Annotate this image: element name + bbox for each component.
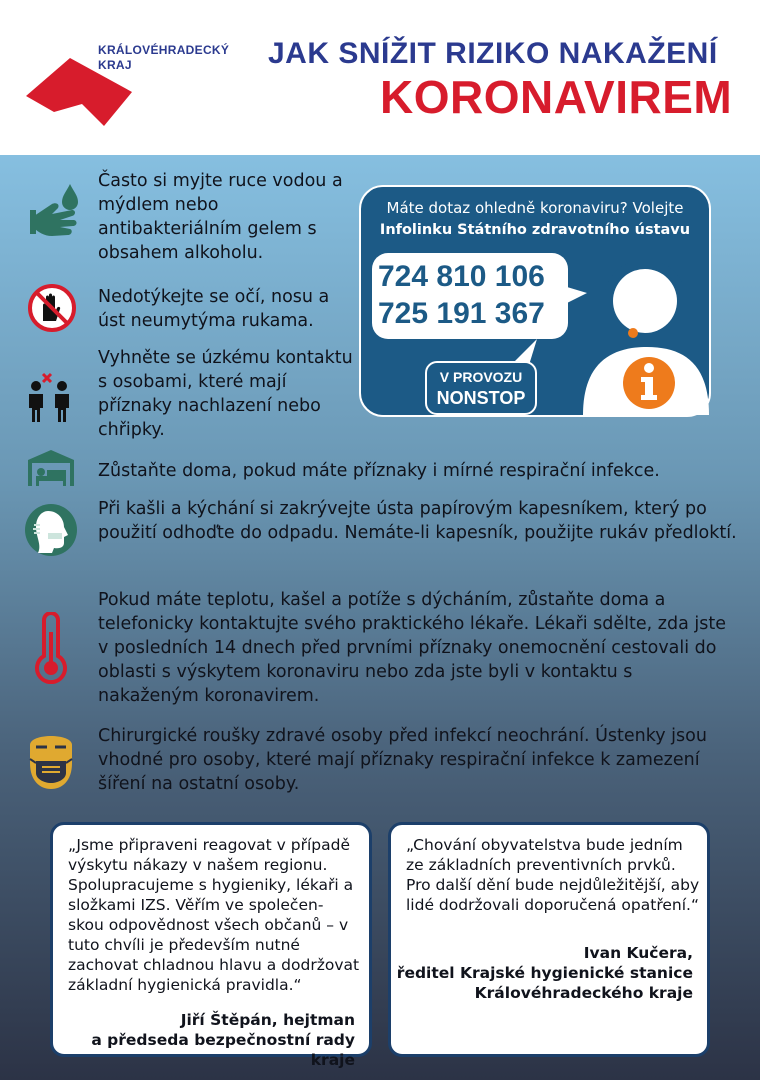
stay-home-icon xyxy=(26,448,76,488)
infoline-box xyxy=(359,185,711,417)
operator-headset-icon xyxy=(579,245,711,417)
quote-box-1 xyxy=(50,822,372,1069)
advice-text-2: Nedotýkejte se očí, nosu a úst neumytýma rukama. xyxy=(98,287,330,331)
advice-text-1: Často si myjte ruce vodou a mýdlem nebo antibakteriálním gelem s obsahem alkoholu. xyxy=(98,171,343,263)
advice-text-4: Zůstaňte doma, pokud máte příznaky i mírné respirační infekce. xyxy=(98,461,660,481)
phone-number-2[interactable]: 725 191 367 xyxy=(378,297,545,330)
phone-number-1[interactable]: 724 810 106 xyxy=(378,260,545,293)
quote-text-2: „Chování obyvatelstva bude jedním ze základních preventivních prvků. Pro další dění bude nejdůležitější, aby lidé dodržovali doporučená opatření.“ xyxy=(406,836,700,914)
advice-text-7: Chirurgické roušky zdravé osoby před infekcí neochrání. Ústenky jsou vhodné pro osoby, které mají příznaky respirační infekce k zamezení šíření na ostatní osoby. xyxy=(98,726,707,794)
face-mask-icon xyxy=(26,729,76,791)
advice-text-6: Pokud máte teplotu, kašel a potíže s dýcháním, zůstaňte doma a telefonicky kontaktujte svého praktického lékaře. Lékaři sdělte, zda jste v posledních 14 dnech před prvními příznaky onemocnění cestovali do oblasti s výskytem koronaviru nebo zda jste byli v kontaktu s nakaženým koronavirem. xyxy=(98,590,726,706)
hand-washing-icon xyxy=(30,180,86,240)
quote-signature-1: Jiří Štěpán, hejtman a předseda bezpečnostní rady kraje xyxy=(91,1011,355,1069)
infoline-institution: Infolinku Státního zdravotního ústavu xyxy=(379,222,691,238)
cough-icon xyxy=(24,503,78,557)
advice-text-5: Při kašli a kýchání si zakrývejte ústa papírovým kapesníkem, který po použití odhoďte do odpadu. Nemáte-li kapesník, použijte rukáv předloktí. xyxy=(98,499,737,543)
phone-numbers-bubble xyxy=(372,253,568,339)
advice-text-3: Vyhněte se úzkému kontaktu s osobami, které mají příznaky nachlazení nebo chřipky. xyxy=(98,348,353,440)
quote-text-1: „Jsme připraveni reagovat v případě výskytu nákazy v našem regionu. Spolupracujeme s hygieniky, lékaři a složkami IZS. Věřím ve společen- skou odpovědnost všech občanů – v tuto chvíli je především nutné zachovat chladnou hlavu a dodržovat základní hygienická pravidla.“ xyxy=(68,836,360,994)
thermometer-icon xyxy=(32,612,70,684)
provoz-line-1: V PROVOZU xyxy=(439,369,523,385)
logo-text: KRÁLOVÉHRADECKÝ KRAJ xyxy=(98,43,230,72)
quote-signature-2: Ivan Kučera, ředitel Krajské hygienické stanice Královéhradeckého kraje xyxy=(396,944,693,1002)
avoid-contact-icon xyxy=(26,372,78,424)
infoline-question: Máte dotaz ohledně koronaviru? Volejte xyxy=(386,199,684,217)
header xyxy=(0,0,760,155)
no-touch-icon xyxy=(27,283,77,333)
title-line-1: JAK SNÍŽIT RIZIKO NAKAŽENÍ xyxy=(268,37,718,70)
provoz-line-2: NONSTOP xyxy=(436,388,526,408)
provoz-badge xyxy=(425,361,537,415)
quote-box-2 xyxy=(388,822,710,1057)
title-line-2: KORONAVIREM xyxy=(380,71,733,123)
